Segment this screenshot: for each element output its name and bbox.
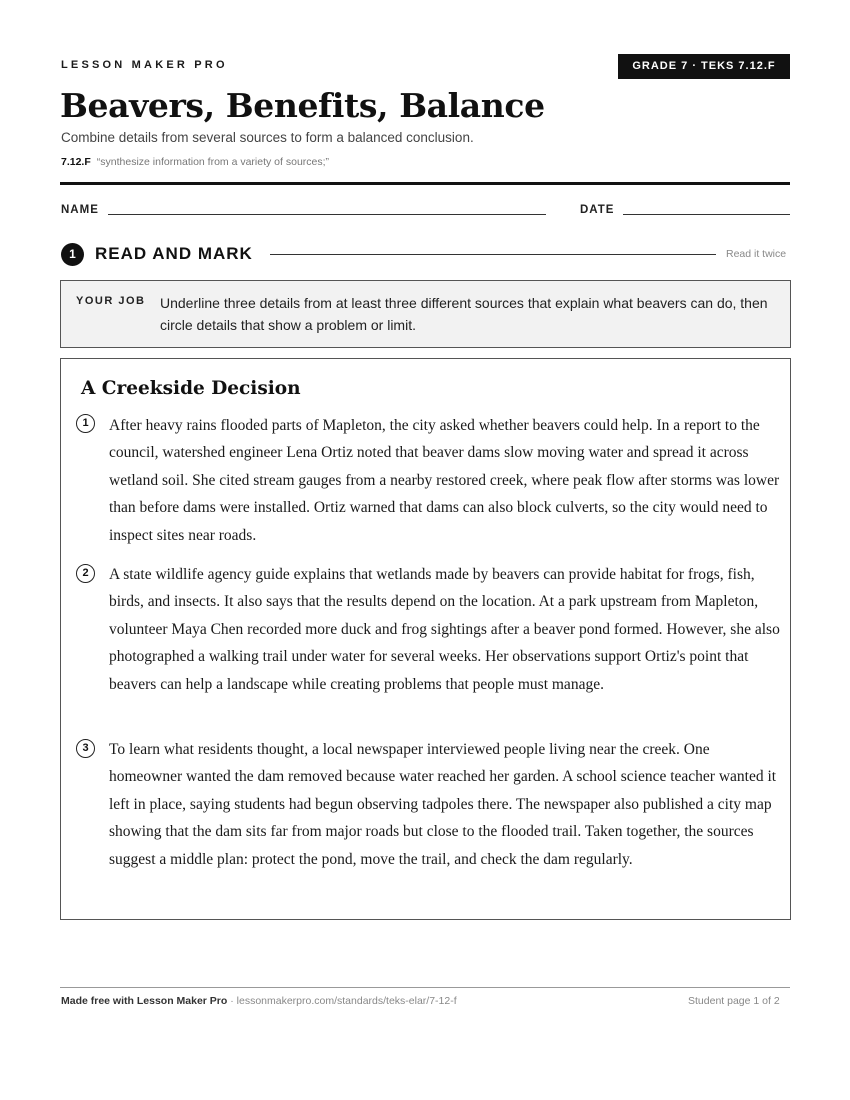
standard-text: “synthesize information from a variety of sources;” [96, 156, 330, 168]
paragraph-number-2: 2 [76, 564, 95, 583]
paragraph-1: After heavy rains flooded parts of Mapleton, the city asked whether beavers could help. In a report to the council, watershed engineer Lena Ortiz noted that beaver dams slow moving water and spread it across wetland soil. She cited stream gauges from a nearby restored creek, where peak flow after storms was lower than before dams were installed. Ortiz warned that dams can also block culverts, so the city would need to inspect sites near roads. [109, 417, 780, 544]
your-job-box [60, 280, 791, 348]
name-field[interactable] [108, 214, 546, 215]
page-indicator: Student page 1 of 2 [688, 995, 780, 1007]
header-divider [60, 182, 790, 185]
date-field[interactable] [623, 214, 790, 215]
standard-code: 7.12.F [61, 156, 91, 168]
your-job-label: YOUR JOB [76, 295, 146, 307]
footer-made-with: Made free with Lesson Maker Pro [61, 995, 228, 1007]
grade-badge: GRADE 7 · TEKS 7.12.F [618, 54, 790, 79]
footer-link[interactable]: · lessonmakerpro.com/standards/teks-elar/7-12-f [227, 995, 457, 1007]
brand-name: LESSON MAKER PRO [61, 59, 228, 71]
section-hint: Read it twice [726, 248, 787, 260]
reading-passage [60, 358, 791, 920]
worksheet-subtitle: Combine details from several sources to form a balanced conclusion. [61, 130, 474, 145]
section-divider [270, 254, 716, 255]
name-label: NAME [61, 204, 99, 216]
standard-line [61, 156, 329, 168]
section-title: READ AND MARK [95, 244, 253, 263]
paragraph-number-1: 1 [76, 414, 95, 433]
paragraph-number-3: 3 [76, 739, 95, 758]
your-job-instructions: Underline three details from at least three different sources that explain what beavers can do, then circle details that show a problem or limit. [160, 295, 768, 333]
worksheet-title: Beavers, Benefits, Balance [60, 86, 545, 125]
passage-title: A Creekside Decision [81, 378, 301, 399]
date-label: DATE [580, 204, 615, 216]
paragraph-2: A state wildlife agency guide explains that wetlands made by beavers can provide habitat for frogs, fish, birds, and insects. It also says that the results depend on the location. At a park upstream from Mapleton, volunteer Maya Chen recorded more duck and frog sightings after a beaver pond formed. However, she also photographed a walking trail under water for several weeks. Her observations support Ortiz's point that beavers can help a landscape while creating problems that people must manage. [109, 566, 780, 693]
footer-divider [60, 987, 790, 988]
paragraph-3: To learn what residents thought, a local newspaper interviewed people living near the creek. One homeowner wanted the dam removed because water reached her garden. A school science teacher wanted it left in place, saying students had begun observing tadpoles there. The newspaper also published a city map showing that the dam sits far from major roads but close to the flooded trail. Taken together, the sources suggest a middle plan: protect the pond, move the trail, and check the dam regularly. [109, 741, 777, 868]
section-number-badge: 1 [61, 243, 84, 266]
footer-credit [61, 995, 457, 1007]
